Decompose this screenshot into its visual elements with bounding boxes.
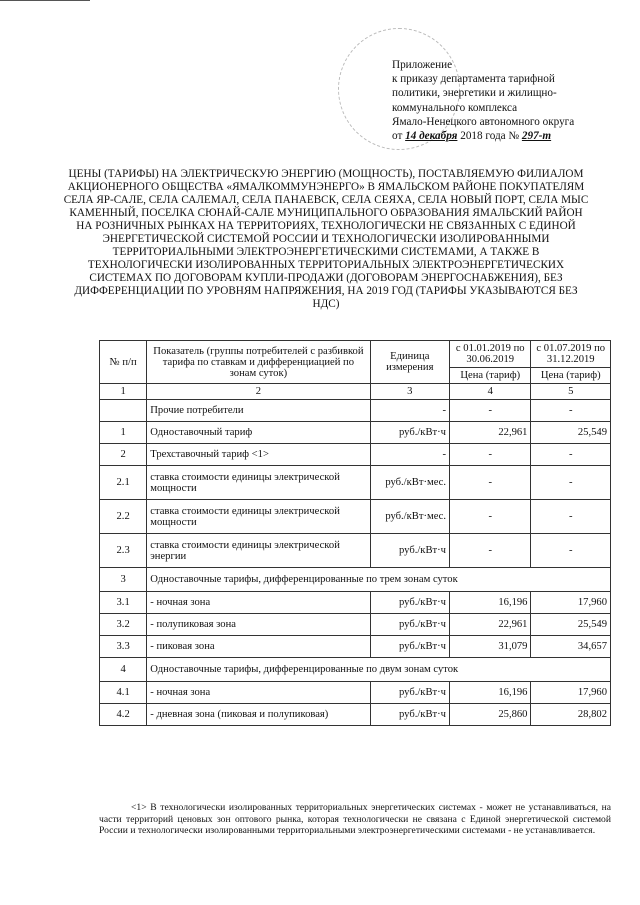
header-num: № п/п [100, 341, 147, 384]
table-row [100, 466, 611, 500]
row-value-period-1: - [450, 466, 531, 500]
row-value-period-2: 17,960 [531, 682, 611, 704]
appendix-date-line [392, 129, 628, 143]
column-number: 1 [100, 384, 147, 400]
table-row [100, 614, 611, 636]
row-unit: руб./кВт·ч [370, 534, 449, 568]
header-unit: Единица измерения [370, 341, 449, 384]
appendix-line: Приложение [392, 59, 453, 71]
row-unit: руб./кВт·ч [370, 592, 449, 614]
handwritten-date: 14 декабря [405, 130, 458, 143]
table-row [100, 704, 611, 726]
row-value-period-2: 25,549 [531, 422, 611, 444]
row-value-period-2: - [531, 400, 611, 422]
row-indicator: ставка стоимости единицы электрической мощности [147, 500, 370, 534]
column-number: 3 [370, 384, 449, 400]
row-number: 4 [100, 658, 147, 682]
table-row [100, 682, 611, 704]
row-number: 2.2 [100, 500, 147, 534]
column-number: 5 [531, 384, 611, 400]
row-value-period-1: 22,961 [450, 614, 531, 636]
header-period-1: с 01.01.2019 по 30.06.2019 [450, 341, 531, 368]
table-row [100, 500, 611, 534]
row-number: 1 [100, 422, 147, 444]
handwritten-number: 297-т [521, 130, 552, 143]
column-number-row [100, 384, 611, 400]
row-unit: руб./кВт·ч [370, 682, 449, 704]
table-row [100, 400, 611, 422]
row-unit: руб./кВт·мес. [370, 500, 449, 534]
row-number: 4.1 [100, 682, 147, 704]
row-value-period-2: - [531, 534, 611, 568]
header-row [100, 341, 611, 368]
row-section-title: Одноставочные тарифы, дифференцированные по двум зонам суток [147, 658, 611, 682]
row-unit: руб./кВт·мес. [370, 466, 449, 500]
row-unit: руб./кВт·ч [370, 704, 449, 726]
footnote: <1> В технологически изолированных территориальных энергетических системах - может не устанавливаться, на части территорий ценовых зон оптового рынка, которая технологически не связана с Единой энергетической системой России и технологически изолированными территориальными электроэнергетическими системами - не устанавливается. [99, 802, 611, 837]
row-indicator: ставка стоимости единицы электрической мощности [147, 466, 370, 500]
appendix-line: к приказу департамента тарифной [392, 73, 555, 86]
date-year: 2018 года № [460, 130, 520, 143]
tariff-table-body [100, 400, 611, 726]
appendix-block [392, 58, 628, 143]
row-unit: руб./кВт·ч [370, 614, 449, 636]
row-value-period-2: 25,549 [531, 614, 611, 636]
table-row [100, 534, 611, 568]
appendix-line: Ямало-Ненецкого автономного округа [392, 115, 575, 128]
appendix-line: политики, энергетики и жилищно- [392, 87, 557, 100]
row-indicator: - пиковая зона [147, 636, 370, 658]
appendix-line: коммунального комплекса [392, 101, 518, 114]
row-number: 2 [100, 444, 147, 466]
row-number: 3.2 [100, 614, 147, 636]
header-price-2: Цена (тариф) [531, 368, 611, 384]
row-value-period-1: 31,079 [450, 636, 531, 658]
row-value-period-2: 34,657 [531, 636, 611, 658]
row-indicator: - ночная зона [147, 682, 370, 704]
column-number: 2 [147, 384, 370, 400]
header-period-2: с 01.07.2019 по 31.12.2019 [531, 341, 611, 368]
row-value-period-2: 28,802 [531, 704, 611, 726]
table-row [100, 592, 611, 614]
row-indicator: - дневная зона (пиковая и полупиковая) [147, 704, 370, 726]
row-value-period-1: 22,961 [450, 422, 531, 444]
table-row [100, 422, 611, 444]
table-row [100, 658, 611, 682]
row-value-period-2: - [531, 444, 611, 466]
header-price-1: Цена (тариф) [450, 368, 531, 384]
row-value-period-2: - [531, 500, 611, 534]
row-indicator: ставка стоимости единицы электрической энергии [147, 534, 370, 568]
row-unit: - [370, 444, 449, 466]
row-unit: руб./кВт·ч [370, 422, 449, 444]
row-number: 4.2 [100, 704, 147, 726]
row-number [100, 400, 147, 422]
row-value-period-1: - [450, 444, 531, 466]
top-rule [0, 0, 90, 1]
row-number: 2.3 [100, 534, 147, 568]
row-indicator: - полупиковая зона [147, 614, 370, 636]
table-row [100, 636, 611, 658]
table-row [100, 444, 611, 466]
header-indicator: Показатель (группы потребителей с разбивкой тарифа по ставкам и дифференциацией по зонам суток) [147, 341, 370, 384]
row-indicator: Трехставочный тариф <1> [147, 444, 370, 466]
row-unit: руб./кВт·ч [370, 636, 449, 658]
row-indicator: Одноставочный тариф [147, 422, 370, 444]
row-value-period-1: 25,860 [450, 704, 531, 726]
row-value-period-1: 16,196 [450, 592, 531, 614]
tariff-table [99, 340, 611, 726]
row-value-period-1: - [450, 400, 531, 422]
row-value-period-2: - [531, 466, 611, 500]
row-value-period-1: - [450, 500, 531, 534]
row-value-period-1: 16,196 [450, 682, 531, 704]
table-row [100, 568, 611, 592]
date-prefix: от [392, 130, 403, 143]
row-number: 3 [100, 568, 147, 592]
document-title: ЦЕНЫ (ТАРИФЫ) НА ЭЛЕКТРИЧЕСКУЮ ЭНЕРГИЮ (МОЩНОСТЬ), ПОСТАВЛЯЕМУЮ ФИЛИАЛОМ АКЦИОНЕРНОГО ОБЩЕСТВА «ЯМАЛКОММУНЭНЕРГО» В ЯМАЛЬСКОМ РАЙОНЕ ПОКУПАТЕЛЯМ СЕЛА ЯР-САЛЕ, СЕЛА САЛЕМАЛ, СЕЛА ПАНАЕВСК, СЕЛА СЕЯХА, СЕЛА НОВЫЙ ПОРТ, СЕЛА МЫС КАМЕННЫЙ, ПОСЕЛКА СЮНАЙ-САЛЕ МУНИЦИПАЛЬНОГО ОБРАЗОВАНИЯ ЯМАЛЬСКИЙ РАЙОН НА РОЗНИЧНЫХ РЫНКАХ НА ТЕРРИТОРИЯХ, ТЕХНОЛОГИЧЕСКИ НЕ СВЯЗАННЫХ С ЕДИНОЙ ЭНЕРГЕТИЧЕСКОЙ СИСТЕМОЙ РОССИИ И ТЕХНОЛОГИЧЕСКИ ИЗОЛИРОВАННЫМИ ТЕРРИТОРИАЛЬНЫМИ ЭЛЕКТРОЭНЕРГЕТИЧЕСКИМИ СИСТЕМАМИ, А ТАКЖЕ В ТЕХНОЛОГИЧЕСКИ ИЗОЛИРОВАННЫХ ТЕРРИТОРИАЛЬНЫХ ЭЛЕКТРОЭНЕРГЕТИЧЕСКИХ СИСТЕМАХ ПО ДОГОВОРАМ КУПЛИ-ПРОДАЖИ (ДОГОВОРАМ ЭНЕРГОСНАБЖЕНИЯ), БЕЗ ДИФФЕРЕНЦИАЦИИ ПО УРОВНЯМ НАПРЯЖЕНИЯ, НА 2019 ГОД (ТАРИФЫ УКАЗЫВАЮТСЯ БЕЗ НДС) [63, 168, 589, 310]
row-value-period-1: - [450, 534, 531, 568]
row-number: 2.1 [100, 466, 147, 500]
column-number: 4 [450, 384, 531, 400]
row-section-title: Одноставочные тарифы, дифференцированные по трем зонам суток [147, 568, 611, 592]
row-indicator: Прочие потребители [147, 400, 370, 422]
row-unit: - [370, 400, 449, 422]
row-number: 3.1 [100, 592, 147, 614]
row-value-period-2: 17,960 [531, 592, 611, 614]
row-number: 3.3 [100, 636, 147, 658]
row-indicator: - ночная зона [147, 592, 370, 614]
